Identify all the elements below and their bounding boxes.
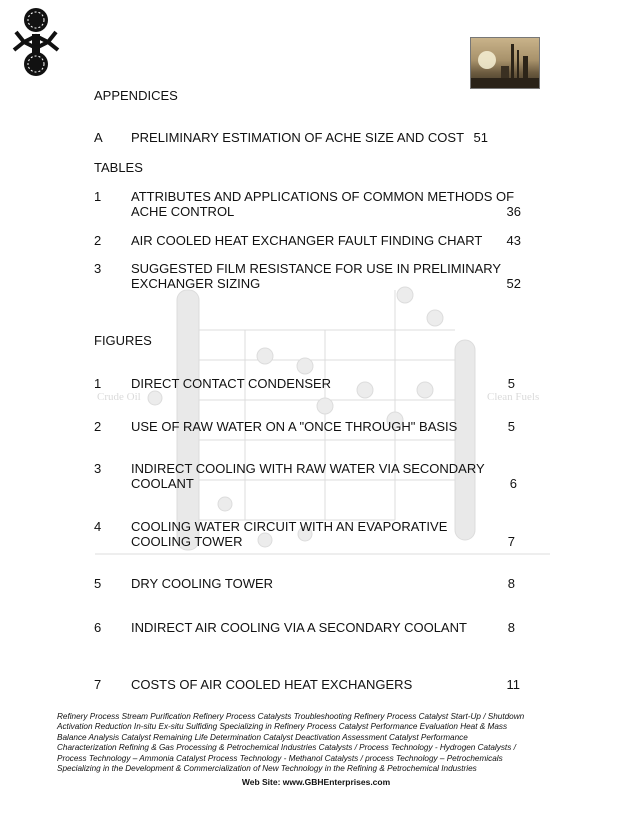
appendices-heading: APPENDICES [94,88,178,103]
table-3-number: 3 [94,261,102,276]
figure-2-page: 5 [507,419,515,434]
crude-oil-label: Crude Oil [97,391,141,403]
figure-6-number: 6 [94,620,102,635]
table-3-page: 52 [506,276,521,291]
figures-heading: FIGURES [94,333,152,348]
appendix-a-title: PRELIMINARY ESTIMATION OF ACHE SIZE AND COST [131,130,465,145]
figure-1-number: 1 [94,376,102,391]
footer-line: Refinery Process Stream Purification Refinery Process Catalysts Troubleshooting Refinery Process Catalyst Start-Up / Shutdown [57,712,525,721]
website-link[interactable]: Web Site: www.GBHEnterprises.com [241,777,391,787]
table-1-number: 1 [94,189,102,204]
figure-3-title-line2: COOLANT [131,476,194,491]
figure-7-title: COSTS OF AIR COOLED HEAT EXCHANGERS [131,677,413,692]
process-diagram-watermark [95,270,550,560]
figure-2-title: USE OF RAW WATER ON A "ONCE THROUGH" BASIS [131,419,458,434]
figure-7-number: 7 [94,677,102,692]
footer-line: Activation Reduction In-situ Ex-situ Sulfiding Specializing in Refinery Process Catalyst Performance Evaluation Heat & Mass [57,722,508,732]
clean-fuels-label: Clean Fuels [487,391,540,403]
figure-4-page: 7 [507,534,515,549]
table-3-title-line2: EXCHANGER SIZING [131,276,261,291]
table-1-title-line2: ACHE CONTROL [131,204,235,219]
figure-5-page: 8 [507,576,515,591]
table-1-title-line1: ATTRIBUTES AND APPLICATIONS OF COMMON METHODS OF [131,189,515,204]
table-2-title: AIR COOLED HEAT EXCHANGER FAULT FINDING CHART [131,233,483,248]
footer-line: Balance Analysis Catalyst Remaining Life Determination Catalyst Deactivation Assessment Catalyst Performance [57,732,468,742]
figure-1-title: DIRECT CONTACT CONDENSER [131,376,332,391]
appendix-a-page: 51 [473,130,488,145]
figure-4-number: 4 [94,519,102,534]
figure-4-title-line2: COOLING TOWER [131,534,243,549]
figure-2-number: 2 [94,419,102,434]
footer-website [0,777,638,787]
figure-7-page: 11 [506,677,520,692]
footer-line: Characterization Refining & Gas Processing & Petrochemical Industries Catalysts / Process Technology - Hydrogen Catalysts / [57,743,516,753]
table-3-title-line1: SUGGESTED FILM RESISTANCE FOR USE IN PRELIMINARY [131,261,502,276]
footer-line: Specializing in the Development & Commercialization of New Technology in the Refining & Petrochemical Industries [57,764,477,774]
table-2-number: 2 [94,233,102,248]
figure-1-page: 5 [507,376,515,391]
footer-services [57,712,547,774]
footer-line: Process Technology – Ammonia Catalyst Process Technology - Methanol Catalysts / process Technology – Petrochemicals [57,753,503,763]
figure-3-number: 3 [94,461,102,476]
figure-6-page: 8 [507,620,515,635]
table-2-page: 43 [506,233,521,248]
company-emblem-icon [12,6,60,78]
figure-6-title: INDIRECT AIR COOLING VIA A SECONDARY COOLANT [131,620,467,635]
figure-3-title-line1: INDIRECT COOLING WITH RAW WATER VIA SECONDARY [131,461,485,476]
figure-3-page: 6 [509,476,517,491]
refinery-photo [470,37,540,89]
figure-5-number: 5 [94,576,102,591]
figure-4-title-line1: COOLING WATER CIRCUIT WITH AN EVAPORATIVE [131,519,448,534]
table-1-page: 36 [506,204,521,219]
figure-5-title: DRY COOLING TOWER [131,576,274,591]
tables-heading: TABLES [94,160,143,175]
appendix-a-number: A [94,130,103,145]
